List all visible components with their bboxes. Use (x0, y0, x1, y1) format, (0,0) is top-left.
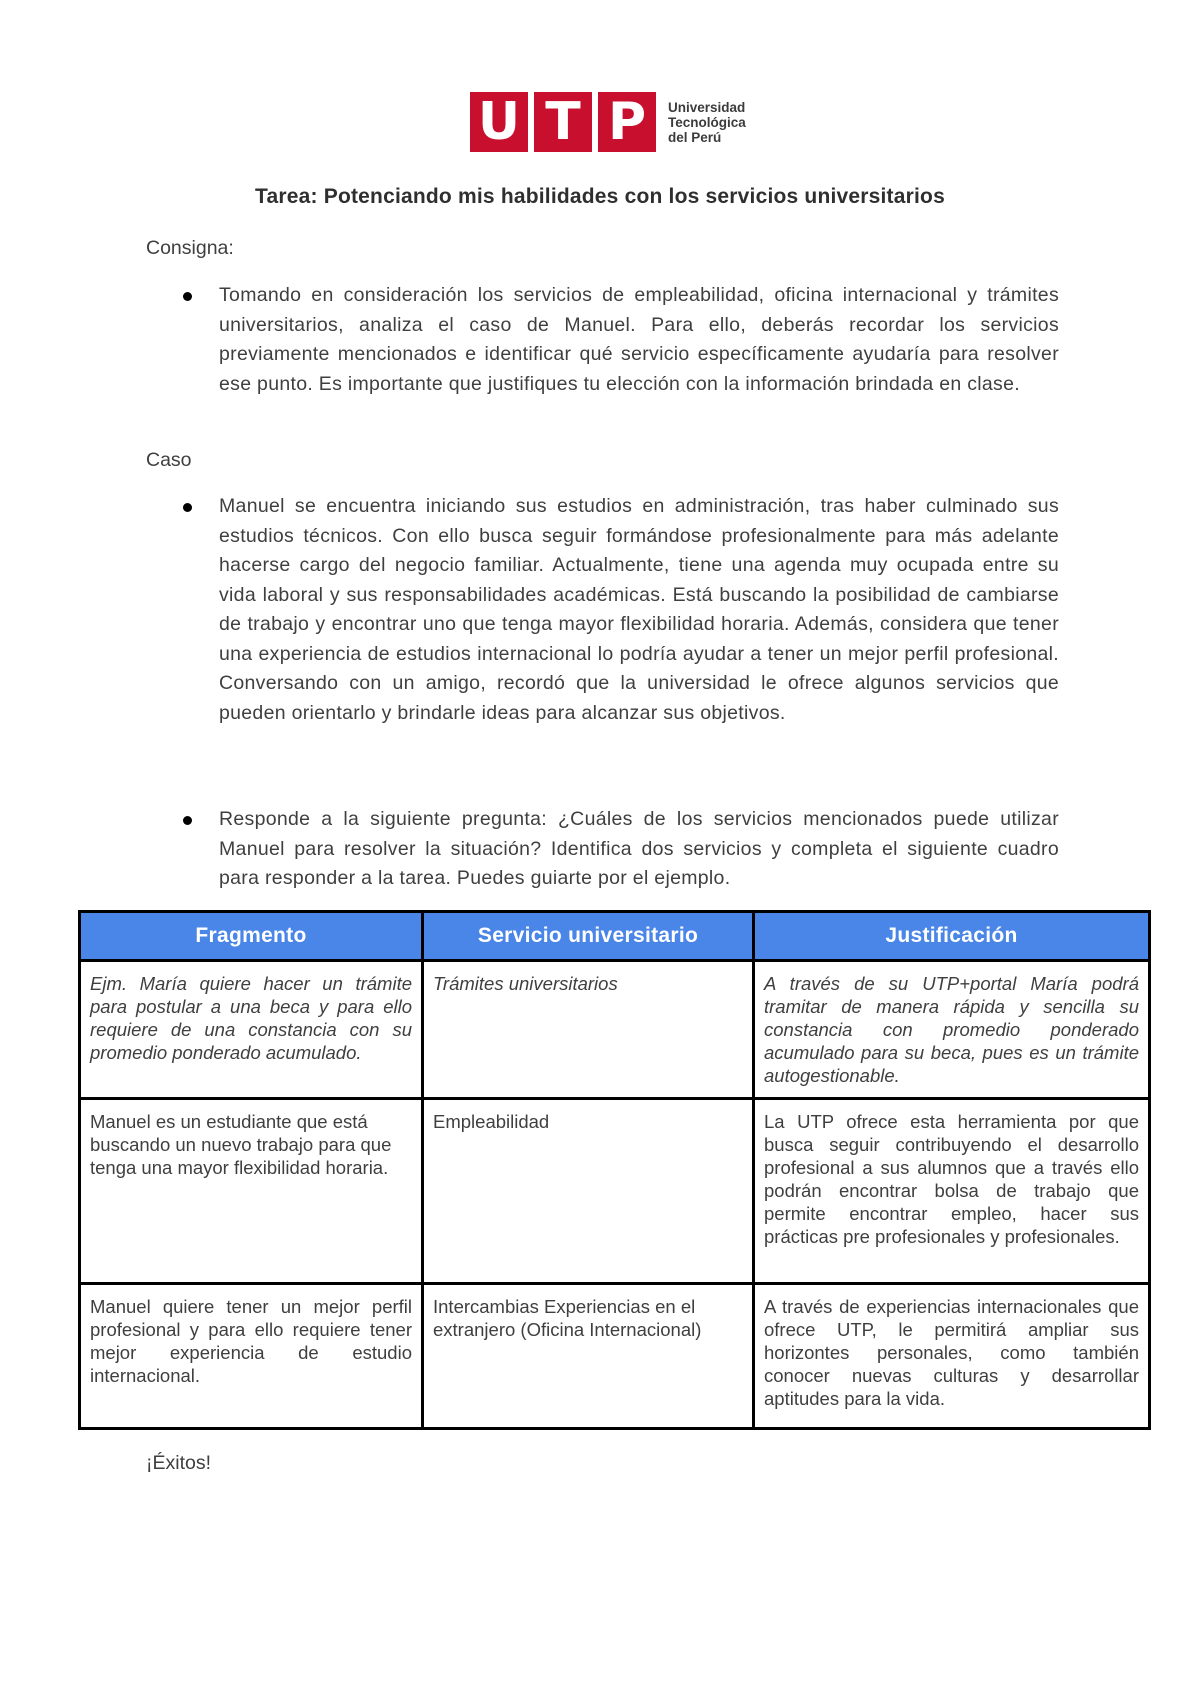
consigna-text: Tomando en consideración los servicios de empleabilidad, oficina internacional y trámites universitarios, analiza el caso de Manuel. Para ello, deberás recordar los servicios previamente mencionados e identificar qué servicio específicamente ayudaría para resolver ese punto. Es importante que justifiques tu elección con la información brindada en clase. (219, 284, 1059, 395)
bullet-dot (183, 816, 192, 825)
cell-justificacion: A través de experiencias internacionales que ofrece UTP, le permitirá ampliar sus horizontes personales, como también conocer nuevas culturas y desarrollar aptitudes para la vida. (754, 1284, 1150, 1429)
bullet-dot (183, 292, 192, 301)
utp-logo (470, 92, 746, 152)
cell-servicio: Empleabilidad (423, 1099, 754, 1284)
table-row (80, 1284, 1150, 1429)
logo-letter-t: T (545, 92, 581, 152)
closing-text: ¡Éxitos! (146, 1452, 212, 1474)
logo-text-line-2: Tecnológica (668, 114, 746, 130)
table-row (80, 1099, 1150, 1284)
logo-letter-p: P (607, 92, 647, 152)
logo-letters (470, 92, 656, 152)
pregunta-text: Responde a la siguiente pregunta: ¿Cuáles de los servicios mencionados puede utilizar Manuel para resolver la situación? Identifica dos servicios y completa el siguiente cuadro para responder a la tarea. Puedes guiarte por el ejemplo. (219, 808, 1059, 889)
caso-text: Manuel se encuentra iniciando sus estudios en administración, tras haber culminado sus estudios técnicos. Con ello busca seguir formándose profesionalmente para más adelante hacerse cargo del negocio familiar. Actualmente, tiene una agenda muy ocupada entre su vida laboral y sus responsabilidades académicas. Está buscando la posibilidad de cambiarse de trabajo y encontrar uno que tenga mayor flexibilidad horaria. Además, considera que tener una experiencia de estudios internacional lo podría ayudar a tener un mejor perfil profesional. Conversando con un amigo, recordó que la universidad le ofrece algunos servicios que pueden orientarlo y brindarle ideas para alcanzar sus objetivos. (219, 495, 1059, 724)
bullet-dot (183, 503, 192, 512)
cell-fragmento: Manuel es un estudiante que está buscando un nuevo trabajo para que tenga una mayor flexibilidad horaria. (80, 1099, 423, 1284)
table-header-row (80, 912, 1150, 961)
header-fragmento: Fragmento (80, 912, 423, 961)
cell-fragmento: Ejm. María quiere hacer un trámite para postular a una beca y para ello requiere de una constancia con su promedio ponderado acumulado. (80, 961, 423, 1099)
cell-fragmento: Manuel quiere tener un mejor perfil profesional y para ello requiere tener mejor experiencia de estudio internacional. (80, 1284, 423, 1429)
page-title: Tarea: Potenciando mis habilidades con los servicios universitarios (255, 185, 945, 208)
cell-justificacion: La UTP ofrece esta herramienta por que busca seguir contribuyendo el desarrollo profesional a sus alumnos que a través ello podrán encontrar bolsa de trabajo que permite encontrar empleo, hacer sus prácticas pre profesionales y profesionales. (754, 1099, 1150, 1284)
header-servicio: Servicio universitario (423, 912, 754, 961)
logo-text-line-3: del Perú (668, 129, 722, 145)
logo-letter-u: U (477, 92, 521, 152)
cell-justificacion: A través de su UTP+portal María podrá tramitar de manera rápida y sencilla su constancia con promedio ponderado acumulado para su beca, pues es un trámite autogestionable. (754, 961, 1150, 1099)
logo-text-line-1: Universidad (668, 99, 746, 115)
header-justificacion: Justificación (754, 912, 1150, 961)
logo-wordmark (668, 100, 746, 145)
caso-label: Caso (146, 449, 192, 471)
cell-servicio: Intercambias Experiencias en el extranjero (Oficina Internacional) (423, 1284, 754, 1429)
table-row-example (80, 961, 1150, 1099)
consigna-label: Consigna: (146, 237, 234, 259)
services-table (78, 910, 1151, 1430)
cell-servicio: Trámites universitarios (423, 961, 754, 1099)
